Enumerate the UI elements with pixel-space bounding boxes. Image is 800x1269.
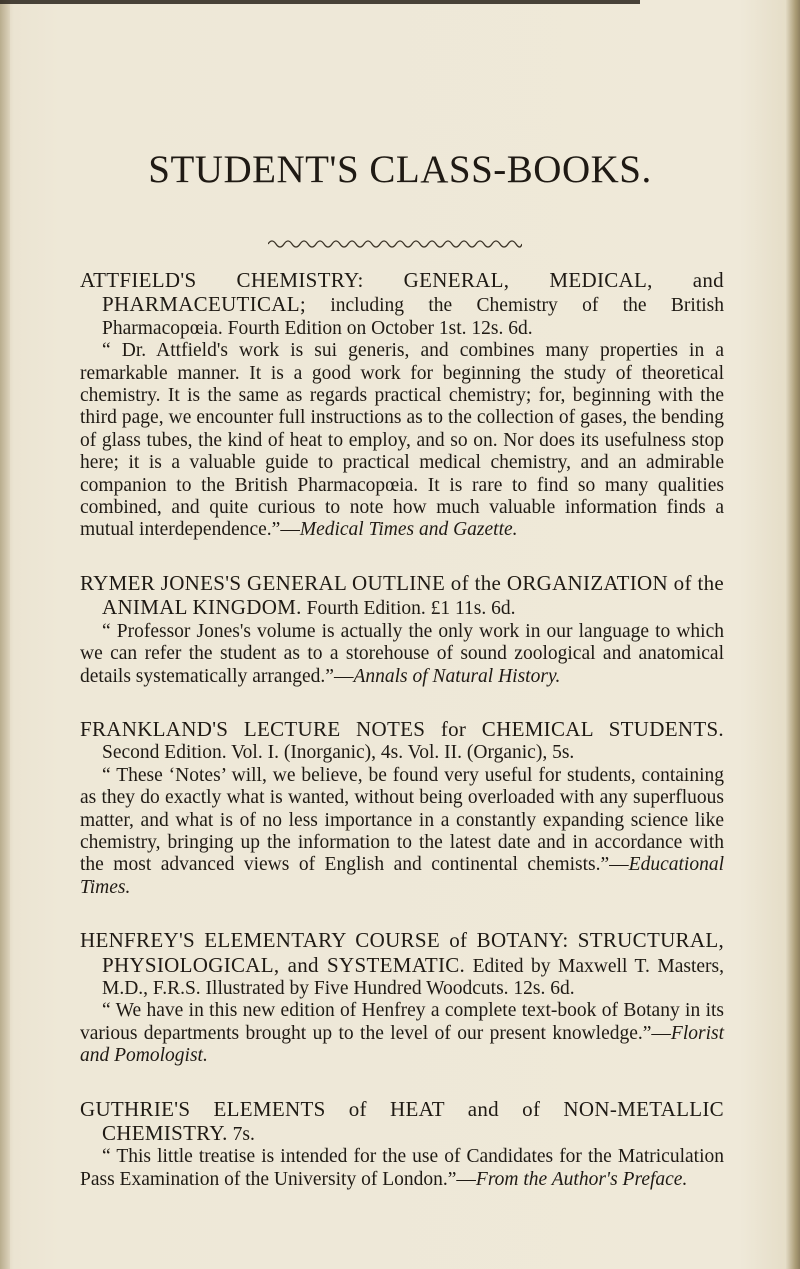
review-quote: [80, 340, 724, 542]
page-title: STUDENT'S CLASS-BOOKS.: [148, 148, 652, 191]
book-entry-frankland: [80, 718, 724, 899]
review-quote: [80, 1146, 724, 1191]
book-title: GUTHRIE'S ELEMENTS of HEAT and of NON-METALLIC CHEMISTRY.: [80, 1096, 724, 1145]
review-source: Annals of Natural History.: [353, 665, 561, 687]
entry-heading: [80, 269, 724, 340]
review-source: Medical Times and Gazette.: [299, 519, 518, 541]
book-entry-attfield: [80, 269, 724, 542]
entry-heading: [80, 929, 724, 1000]
book-title: HENFREY'S ELEMENTARY COURSE of BOTANY: STRUCTURAL, PHYSIOLOGICAL, and SYSTEMATIC.: [80, 928, 724, 977]
book-list: [80, 269, 724, 1221]
review-text: “ These ‘Notes’ will, we believe, be found very useful for students, containing as they do exactly what is wanted, without being overloaded with any superfluous matter, and what is of no less importance in a constantly expanding science like chemistry, bringing up the information to the latest date and in accordance with the most advanced views of English and continental chemists.”—: [80, 764, 724, 876]
review-quote: [80, 1000, 724, 1067]
review-quote: [80, 765, 724, 899]
review-text: “ We have in this new edition of Henfrey a complete text-book of Botany in its various departments brought up to the level of our present knowledge.”—: [80, 1000, 724, 1044]
book-entry-rymer-jones: [80, 572, 724, 688]
book-details: 7s.: [227, 1124, 255, 1145]
decorative-wave-rule: [268, 238, 522, 250]
book-details: Edited by Maxwell T. Masters, M.D., F.R.S. Illustrated by Five Hundred Woodcuts. 12s. 6d.: [102, 955, 724, 999]
book-details: Fourth Edition. £1 11s. 6d.: [301, 598, 516, 620]
review-source: Educational Times.: [80, 854, 724, 898]
entry-heading: [80, 572, 724, 621]
book-title: RYMER JONES'S GENERAL OUTLINE of the ORGANIZATION of the ANIMAL KINGDOM.: [80, 570, 724, 620]
book-details: Second Edition. Vol. I. (Inorganic), 4s. Vol. II. (Organic), 5s.: [102, 742, 575, 764]
entry-heading: [80, 718, 724, 765]
book-details: including the Chemistry of the British Pharmacopœia. Fourth Edition on October 1st. 12s. 6d.: [102, 295, 724, 339]
book-title: ATTFIELD'S CHEMISTRY: GENERAL, MEDICAL, and PHARMACEUTICAL;: [80, 268, 724, 317]
top-border-mark: [0, 0, 640, 4]
book-entry-guthrie: [80, 1098, 724, 1192]
review-quote: [80, 621, 724, 688]
entry-heading: [80, 1098, 724, 1147]
review-text: “ Professor Jones's volume is actually the only work in our language to which we can refer the student as to a storehouse of sound zoological and anatomical details systematically arranged.”—: [80, 620, 724, 687]
book-title: FRANKLAND'S LECTURE NOTES for CHEMICAL STUDENTS.: [80, 716, 724, 741]
review-source: From the Author's Preface.: [475, 1168, 688, 1190]
review-text: “ This little treatise is intended for the use of Candidates for the Matriculation Pass Examination of the University of London.”—: [80, 1146, 724, 1190]
book-entry-henfrey: [80, 929, 724, 1067]
review-source: Florist and Pomologist.: [80, 1022, 724, 1067]
review-text: “ Dr. Attfield's work is sui generis, and combines many properties in a remarkable manner. It is a good work for beginning the study of theoretical chemistry. It is the same as regards practical chemistry; for, beginning with the third page, we encounter full instructions as to the collection of gases, the bending of glass tubes, the kind of heat to employ, and so on. Nor does its usefulness stop here; it is a valuable guide to practical medical chemistry, and an admirable companion to the British Pharmacopœia. It is rare to find so many qualities combined, and quite curious to note how much valuable information finds a mutual interdependence.”—: [80, 340, 724, 541]
